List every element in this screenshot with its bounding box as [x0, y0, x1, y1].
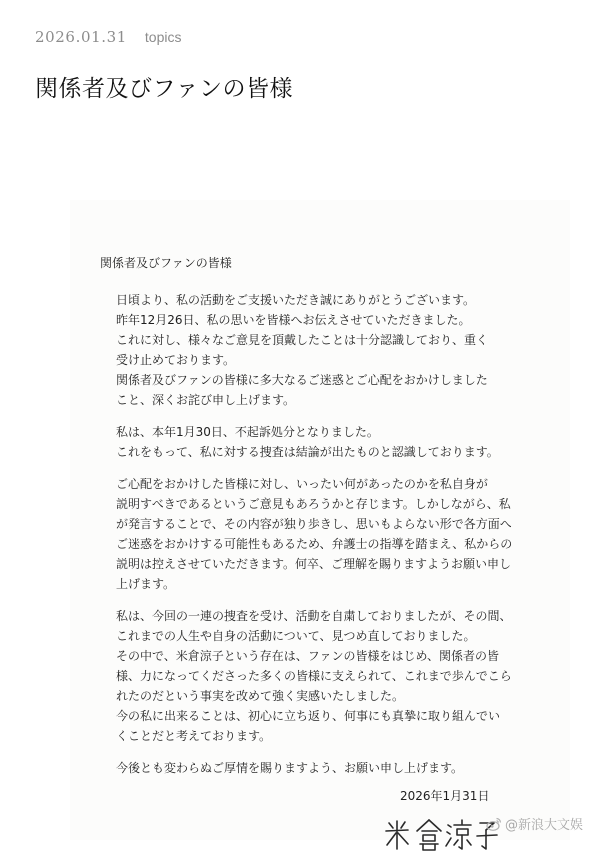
letter-line: くことだと考えております。: [116, 729, 272, 743]
letter-line: 関係者及びファンの皆様に多大なるご迷惑とご心配をおかけしました: [116, 373, 488, 387]
letter-line: 今後とも変わらぬご厚情を賜りますよう、お願い申し上げます。: [116, 761, 464, 775]
letter-line: 私は、本年1月30日、不起訴処分となりました。: [116, 425, 379, 439]
letter-paragraph: [116, 758, 536, 778]
letter-scan: [70, 200, 570, 840]
letter-body: [116, 290, 536, 790]
letter-line: ご迷惑をおかけする可能性もあるため、弁護士の指導を踏まえ、私からの: [116, 537, 513, 551]
letter-line: 受け止めております。: [116, 353, 236, 367]
letter-paragraph: [116, 422, 536, 462]
letter-paragraph: [116, 290, 536, 410]
letter-line: 説明すべきであるというご意見もあろうかと存じます。しかしながら、私: [116, 497, 511, 511]
letter-line: これをもって、私に対する捜査は結論が出たものと認識しております。: [116, 445, 499, 459]
article-category: topics: [144, 29, 182, 45]
letter-line: 私は、今回の一連の捜査を受け、活動を自粛しておりましたが、その間、: [116, 609, 512, 623]
letter-salutation: 関係者及びファンの皆様: [100, 256, 232, 270]
handwritten-signature: [382, 817, 502, 853]
letter-paragraph: [116, 474, 536, 594]
letter-line: これに対し、様々なご意見を頂戴したことは十分認識しており、重く: [116, 333, 489, 347]
watermark: [486, 814, 583, 833]
letter-line: その中で、米倉涼子という存在は、ファンの皆様をはじめ、関係者の皆: [116, 649, 500, 663]
letter-line: 昨年12月26日、私の思いを皆様へお伝えさせていただきました。: [116, 313, 471, 327]
letter-line: 日頃より、私の活動をご支援いただき誠にありがとうございます。: [116, 293, 476, 307]
weibo-logo-icon: [486, 816, 502, 832]
article-date: 2026.01.31: [35, 28, 127, 46]
letter-paragraph: [116, 606, 536, 746]
letter-line: 今の私に出来ることは、初心に立ち返り、何事にも真摯に取り組んでい: [116, 709, 501, 723]
letter-line: 上げます。: [116, 577, 176, 591]
letter-line: これまでの人生や自身の活動について、見つめ直しておりました。: [116, 629, 476, 643]
letter-line: れたのだという事実を改めて強く実感いたしました。: [116, 689, 405, 703]
page-title: 関係者及びファンの皆様: [35, 76, 294, 102]
letter-line: こと、深くお詫び申し上げます。: [116, 393, 296, 407]
letter-date: 2026年1月31日: [400, 789, 490, 803]
letter-line: 様、力になってくださった多くの皆様に支えられて、これまで歩んでこら: [116, 669, 512, 683]
letter-line: 説明は控えさせていただきます。何卒、ご理解を賜りますようお願い申し: [116, 557, 512, 571]
watermark-text: @新浪大文娱: [505, 818, 584, 833]
article-meta: [35, 28, 181, 50]
letter-line: が発言することで、その内容が独り歩きし、思いもよらない形で各方面へ: [116, 517, 512, 531]
letter-line: ご心配をおかけした皆様に対し、いったい何があったのかを私自身が: [116, 477, 488, 491]
